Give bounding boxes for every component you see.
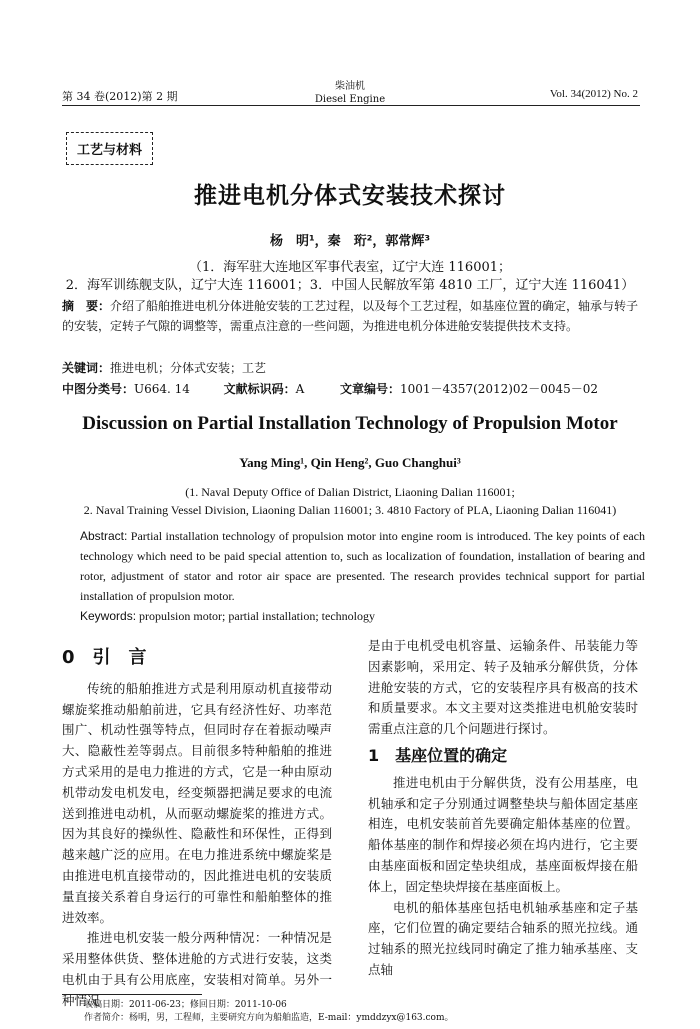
abstract-cn <box>62 296 640 336</box>
journal-volume: 第 34 卷(2012)第 2 期 <box>62 90 178 103</box>
footnote-author: 作者简介：杨明，男，工程师，主要研究方向为船舶监造，E-mail：ymddzyx@163.com。 <box>84 1013 454 1023</box>
affiliation-cn-1: （1．海军驻大连地区军事代表室，辽宁大连 116001； <box>188 260 512 275</box>
footnote-dates: 收稿日期：2011-06-23；修回日期：2011-10-06 <box>84 1000 287 1010</box>
section-1-paragraph-1: 推进电机由于分解供货，没有公用基座，电机轴承和定子分别通过调整垫块与船体固定基座相连，电机安装前首先要确定船体基座的位置。船体基座的制作和焊接必须在坞内进行，它主要由基座面板和固定垫块组成，基座面板焊接在船体上，固定垫块焊接在基座面板上。 <box>368 774 638 894</box>
article-no-label: 文章编号： <box>339 382 400 396</box>
body-left-column <box>62 648 332 1012</box>
authors-cn: 杨 明¹，秦 珩²，郭常辉³ <box>269 234 431 249</box>
keywords-cn-label: 关键词： <box>62 361 111 375</box>
body-right-column <box>368 636 638 981</box>
abstract-cn-label: 摘 要： <box>62 299 111 313</box>
affiliation-en-2: 2. Naval Training Vessel Division, Liaoning Dalian 116001; 3. 4810 Factory of PLA, Liaoning Dalian 116041) <box>83 503 617 517</box>
clc-label: 中图分类号： <box>62 382 135 396</box>
abstract-en-text: Partial installation technology of propulsion motor into engine room is introduced. The key points of each technology which need to be paid special attention to, such as localization of foundation, installation of bearing and rotor, adjustment of stator and rotor air space are presented. The research provides technical support for partial installation of propulsion motor. <box>80 529 646 603</box>
section-0-paragraph-1: 传统的船舶推进方式是利用原动机直接带动螺旋桨推动船舶前进，它具有经济性好、功率范围广、机动性强等特点，但同时存在着振动噪声大、隐蔽性差等弱点。目前很多特种船舶的推进方式采用的是电力推进的方式，它是一种由原动机带动发电机发电，经变频器把满足要求的电流送到推进电动机，从而驱动螺旋桨的推进方式。因为其良好的操纵性、隐蔽性和环保性，正得到越来越广泛的应用。在电力推进系统中螺旋桨是由推进电机直接带动的，因此推进电机的安装质量直接关系着自身运行的可靠性和船舶整体的推进效率。 <box>62 680 332 925</box>
authors-en: Yang Ming¹, Qin Heng², Guo Changhui³ <box>239 455 461 470</box>
affiliation-cn-2: 2．海军训练舰支队，辽宁大连 116001；3．中国人民解放军第 4810 工厂，辽宁大连 116041） <box>65 278 635 293</box>
classification-row <box>62 380 640 397</box>
affiliation-en-1: (1. Naval Deputy Office of Dalian District, Liaoning Dalian 116001; <box>185 485 515 499</box>
header-rule <box>62 105 640 106</box>
paper-title-en: Discussion on Partial Installation Technology of Propulsion Motor <box>82 413 618 434</box>
footnote-rule <box>62 994 202 995</box>
right-paragraph-1: 是由于电机受电机容量、运输条件、吊装能力等因素影响，采用定、转子及轴承分解供货，分体进舱安装的方式，它的安装程序具有极高的技术和质量要求。本文主要对这类推进电机舱安装时需重点注意的几个问题进行探讨。 <box>368 638 638 737</box>
article-no-value: 1001－4357(2012)02－0045－02 <box>399 382 599 396</box>
section-1-paragraph-2: 电机的船体基座包括电机轴承基座和定子基座，它们位置的确定要结合轴系的照光拉线。通过轴系的照光拉线同时确定了推力轴承基座、支点轴 <box>368 899 638 977</box>
section-0-paragraph-2: 推进电机安装一般分两种情况：一种情况是采用整体供货、整体进舱的方式进行安装，这类电机由于具有公用底座，安装相对简单。另外一种情况 <box>62 930 332 1008</box>
doc-code-value: A <box>295 382 305 396</box>
abstract-en-label: Abstract: <box>80 529 128 543</box>
journal-volume-en: Vol. 34(2012) No. 2 <box>549 88 638 100</box>
keywords-cn-text: 推进电机；分体式安装；工艺 <box>110 361 267 375</box>
keywords-en-label: Keywords: <box>80 609 137 623</box>
keywords-cn <box>62 359 640 376</box>
section-0-heading: 0 引 言 <box>62 647 147 668</box>
abstract-en <box>80 526 645 626</box>
paper-title-cn: 推进电机分体式安装技术探讨 <box>194 183 506 209</box>
keywords-en-text: propulsion motor; partial installation; technology <box>139 609 375 623</box>
section-1-heading: 1 基座位置的确定 <box>368 745 508 765</box>
clc-value: U664. 14 <box>134 382 190 396</box>
doc-code-label: 文献标识码： <box>223 382 296 396</box>
abstract-cn-text: 介绍了船舶推进电机分体进舱安装的工艺过程，以及每个工艺过程，如基座位置的确定，轴承与转子的安装，定转子气隙的调整等，需重点注意的一些问题，为推进电机分体进舱安装提供技术支持。 <box>62 299 639 333</box>
journal-name-cn: 柴油机 <box>335 81 365 92</box>
journal-name-en: Diesel Engine <box>314 94 386 105</box>
section-label: 工艺与材料 <box>66 132 153 165</box>
